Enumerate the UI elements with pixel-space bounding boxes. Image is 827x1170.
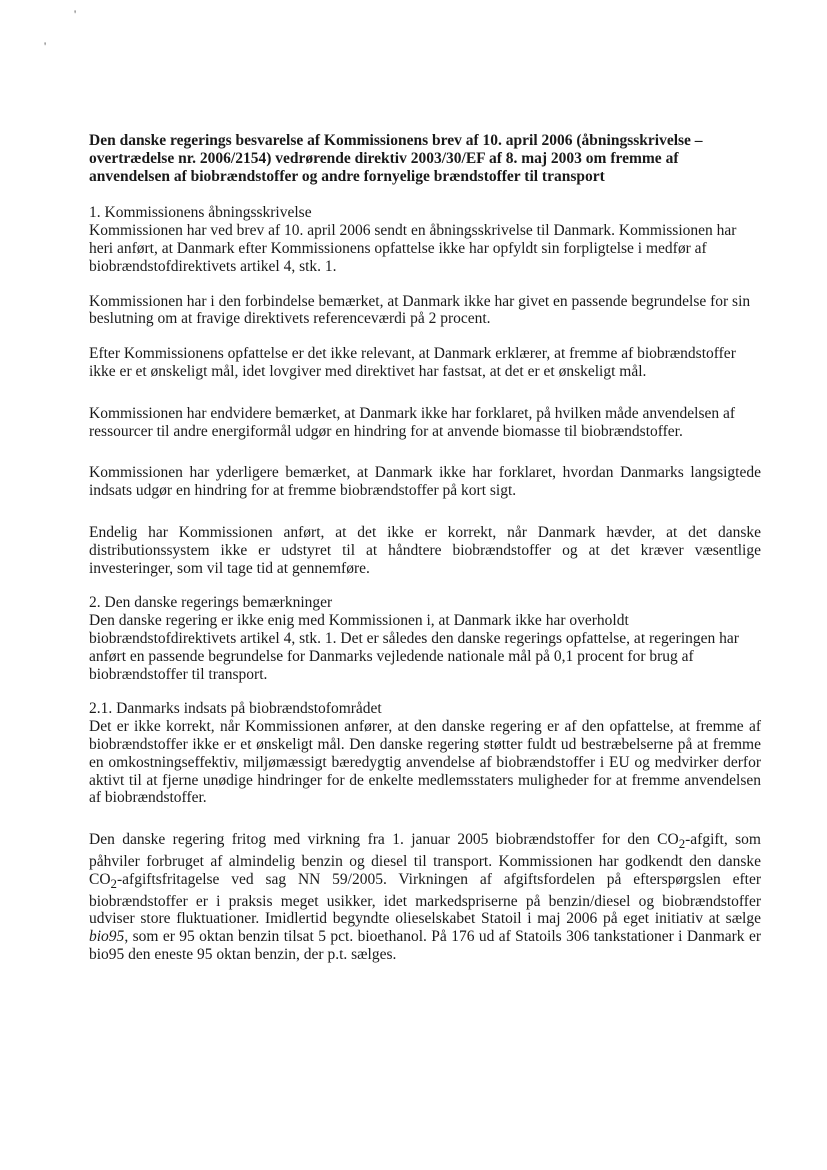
text-run: Den danske regering fritog med virkning fra 1. januar 2005 biobrændstoffer for den CO xyxy=(89,831,679,849)
document-title: Den danske regerings besvarelse af Kommissionens brev af 10. april 2006 (åbningsskrivelse – overtrædelse nr. 2006/2154) vedrørende direktiv 2003/30/EF af 8. maj 2003 om fremme af anvendelsen af biobrændstoffer og andre fornyelige brændstoffer til transport xyxy=(89,132,703,185)
section-1-paragraph-1: Kommissionen har ved brev af 10. april 2006 sendt en åbningsskrivelse til Danmark. Kommissionen har heri anført, at Danmark efter Kommissionens opfattelse ikke har opfyldt sin forpligtelse i medfør af biobrændstofdirektivets artikel 4, stk. 1. xyxy=(89,222,737,275)
section-2-1-heading: 2.1. Danmarks indsats på biobrændstofområdet xyxy=(89,700,382,718)
section-2-heading: 2. Den danske regerings bemærkninger xyxy=(89,594,333,612)
subscript: 2 xyxy=(110,875,117,891)
text-run: -afgift, som påhviler forbruget af almindelig benzin og diesel til transport. Kommissionen har godkendt den danske CO xyxy=(89,831,761,888)
text-run: -afgiftsfritagelse ved sag NN 59/2005. Virkningen af afgiftsfordelen på efterspørgslen efter biobrændstoffer er i praksis meget usikker, idet markedspriserne på benzin/diesel og biobrændstoffer udviser store fluktuationer. Imidlertid begyndte olieselskabet Statoil i maj 2006 på eget initiativ at sælge xyxy=(89,870,761,928)
section-2-paragraph-1: Den danske regering er ikke enig med Kommissionen i, at Danmark ikke har overholdt biobrændstofdirektivets artikel 4, stk. 1. Det er således den danske regerings opfattelse, at regeringen har anført en passende begrundelse for Danmarks vejledende nationale mål på 0,1 procent for brug af biobrændstoffer til transport. xyxy=(89,612,739,683)
section-2-1-paragraph-2 xyxy=(89,831,761,964)
section-1-paragraph-5: Kommissionen har yderligere bemærket, at Danmark ikke har forklaret, hvordan Danmarks langsigtede indsats udgør en hindring for at fremme biobrændstoffer på kort sigt. xyxy=(89,464,761,500)
section-2-1-paragraph-1: Det er ikke korrekt, når Kommissionen anfører, at den danske regering er af den opfattelse, at fremme af biobrændstoffer ikke er et ønskeligt mål. Den danske regering støtter fuldt ud bestræbelserne på at fremme en omkostningseffektiv, miljømæssigt bæredygtig anvendelse af biobrændstoffer i EU og medvirker derfor aktivt til at fjerne unødige hindringer for de enkelte medlemsstaters muligheder for at fremme anvendelsen af biobrændstoffer. xyxy=(89,718,761,807)
subscript: 2 xyxy=(678,836,686,852)
stray-mark-left: ' xyxy=(44,39,47,53)
section-1-paragraph-3: Efter Kommissionens opfattelse er det ikke relevant, at Danmark erklærer, at fremme af biobrændstoffer ikke er et ønskeligt mål, idet lovgiver med direktivet har fastsat, at det er et ønskeligt mål. xyxy=(89,345,736,380)
text-run: , som er 95 oktan benzin tilsat 5 pct. bioethanol. På 176 ud af Statoils 306 tankstationer i Danmark er bio95 den eneste 95 oktan benzin, der p.t. sælges. xyxy=(89,928,761,964)
stray-mark-top: ' xyxy=(74,7,77,21)
document-page xyxy=(89,132,761,981)
section-1-paragraph-2: Kommissionen har i den forbindelse bemærket, at Danmark ikke har givet en passende begrundelse for sin beslutning om at fravige direktivets referenceværdi på 2 procent. xyxy=(89,292,751,328)
section-1-heading: 1. Kommissionens åbningsskrivelse xyxy=(89,204,312,222)
section-1-paragraph-6: Endelig har Kommissionen anført, at det ikke er korrekt, når Danmark hævder, at det danske distributionssystem ikke er udstyret til at håndtere biobrændstoffer og at det kræver væsentlige investeringer, som vil tage tid at gennemføre. xyxy=(89,523,761,577)
italic-product-name: bio95 xyxy=(89,928,125,946)
section-1-paragraph-4: Kommissionen har endvidere bemærket, at Danmark ikke har forklaret, på hvilken måde anvendelsen af ressourcer til andre energiformål udgør en hindring for at anvende biomasse til biobrændstoffer. xyxy=(89,404,736,440)
